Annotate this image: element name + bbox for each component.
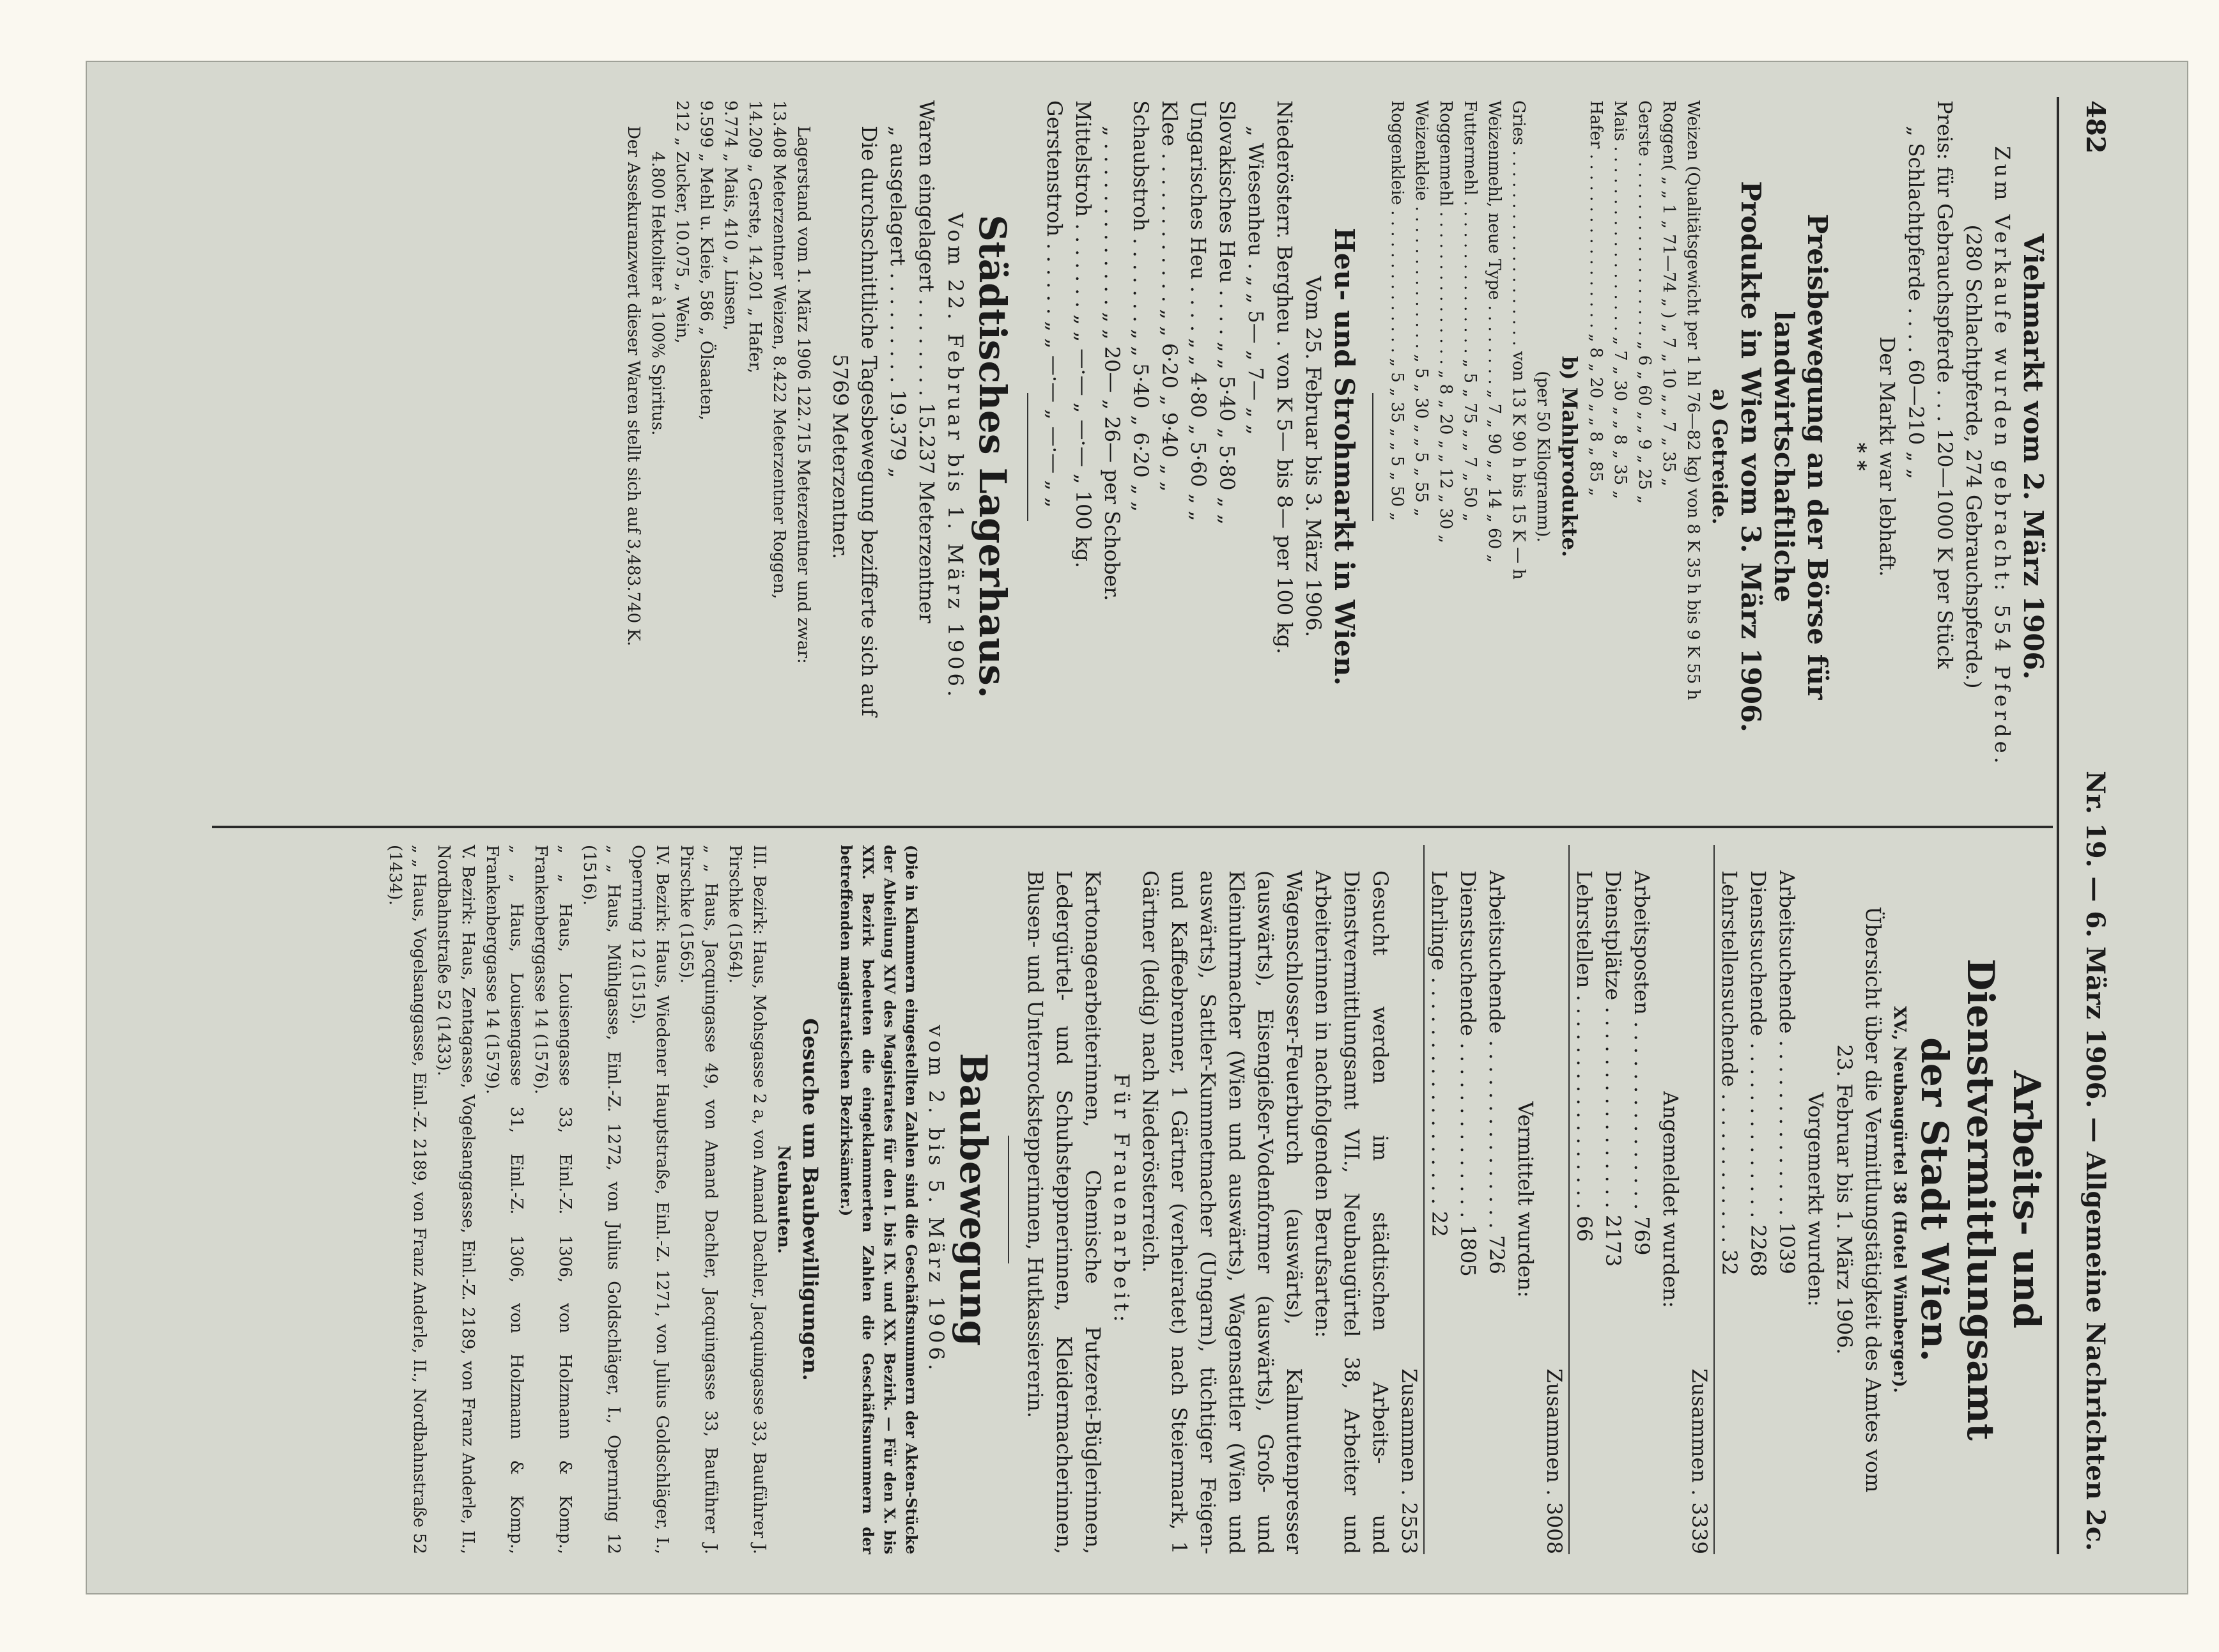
angemeldet-heading: Angemeldet wurden: — [1658, 1091, 1683, 1308]
stat-row: Lehrstellensuchende . . . . . . . . . . . . 32 — [1713, 845, 1744, 1554]
bau-entry: IV. Bezirk: Haus, Wiedener Hauptstraße, Einl.-Z. 1271, von Julius Goldschläger, I., Opernring 12 (1515). — [628, 845, 672, 1554]
heu-row: „ . . . . . . . . . . . . . „ „ 20— „ 26— per Schober. — [1100, 126, 1124, 601]
gesuche-heading: Gesuche um Baubewilligungen. — [798, 1018, 823, 1381]
amt-title: Arbeits- und Dienstvermittlungsamt — [1959, 958, 2048, 1441]
left-column — [621, 100, 2050, 813]
heu-row: Ungarisches Heu . . . . „ „ 4·80 „ 5·60 „ „ — [1186, 100, 1210, 521]
viehmarkt-price: „ Schlachtpferde . . . . 60—210 „ „ — [1904, 126, 1928, 479]
stat-total: Zusammen . 3339 — [1687, 1368, 1712, 1554]
viehmarkt-note: Der Markt war lebhaft. — [1875, 336, 1899, 577]
lager-row: Die durchschnittliche Tagesbewegung bezifferte sich auf — [857, 126, 881, 716]
stat-row: Lehrlinge . . . . . . . . . . . . . . . . . . 22 — [1423, 845, 1453, 1554]
stat-row: Dienstsuchende . . . . . . . . . . . . . . 1805 — [1456, 870, 1480, 1277]
price-row: Gerste . . . . . . . . . . . . . . . . . „ 6 „ 60 „ „ 9 „ 25 „ — [1635, 100, 1654, 504]
amt-title: der Stadt Wien. — [1913, 1037, 1956, 1362]
stat-row: Dienstplätze . . . . . . . . . . . . . . . . 2173 — [1601, 870, 1625, 1267]
lager-assekuranz: Der Assekuranzwert dieser Waren stellt sich auf 3,483.740 K. — [624, 126, 643, 647]
section-divider — [1372, 393, 1373, 521]
bau-entry: V. Bezirk: Haus, Zentagasse, Vogelsanggasse, Einl.-Z. 2189, von Franz Anderle, II., Nordbahnstraße 52 (1433). — [434, 845, 477, 1554]
bau-entry: „ „ Haus, Jacquingasse 49, von Amand Dachler, Jacquingasse 33, Bauführer J. Pirschke (1565). — [677, 845, 720, 1554]
price-row: Roggen( „ „ 1 „ 71—74 „ ) „ 7 „ 10 „ „ 7 „ 35 „ — [1659, 100, 1678, 487]
price-row: Weizenkleie . . . . . . . . . . . . . . „ 5 „ 30 „ „ 5 „ 55 „ — [1412, 100, 1431, 517]
stat-row: Lehrstellen . . . . . . . . . . . . . . . . . 66 — [1568, 845, 1598, 1554]
heu-row: Slovakisches Heu . . . . „ „ 5·40 „ 5·80 „ „ — [1215, 100, 1239, 525]
section-divider — [1027, 393, 1028, 521]
heu-row: Schaubstroh . . . . . . . „ „ 5·40 „ 6·20 „ „ — [1129, 100, 1153, 513]
bau-entry: „ „ Haus, Mühlgasse, Einl.-Z. 1272, von Julius Goldschläger, I., Opernring 12 (1516). — [580, 845, 623, 1554]
lager-row: Waren eingelagert . . . . . . . . 15.237 Meterzentner — [915, 100, 939, 624]
heu-row: Klee . . . . . . . . . . . . „ „ 6·20 „ 9·40 „ „ — [1157, 100, 1182, 492]
heu-row: Gerstenstroh . . . . . . „ „ —·— „ —·— „ „ — [1042, 100, 1067, 508]
issue-line: Nr. 19. — 6. März 1906. — Allgemeine Nachrichten 2c. — [2080, 771, 2110, 1551]
boerse-title: Produkte in Wien vom 3. März 1906. — [1735, 181, 1767, 732]
heu-title: Heu- und Strohmarkt in Wien. — [1329, 228, 1360, 686]
price-row: Futtermehl . . . . . . . . . . . . . . . „ 5 „ 75 „ „ 7 „ 50 „ — [1460, 100, 1480, 522]
getreide-heading: a) Getreide. — [1708, 389, 1732, 525]
lager-item: 13.408 Meterzentner Weizen, 8.422 Meterzentner Roggen, — [769, 100, 789, 599]
page-header — [2066, 100, 2110, 1551]
lager-row: 5769 Meterzentner. — [828, 353, 853, 560]
bau-entry: „ „ Haus, Louisengasse 33, Einl.-Z. 1306, von Holzmann & Komp., Frankenberggasse 14 (1576). — [531, 845, 575, 1554]
lager-row: „ ausgelagert . . . . . . . . . 19.379 „ — [886, 126, 910, 479]
viehmarkt-line: Zum Verkaufe wurden gebracht: 554 Pferde. — [1990, 146, 2014, 768]
viehmarkt-subline: (280 Schlachtpferde, 274 Gebrauchspferde.) — [1961, 224, 1986, 689]
mahlprodukte-note: (per 50 Kilogramm). — [1533, 371, 1552, 543]
price-row: Roggenmehl . . . . . . . . . . . . . . . „ 8 „ 20 „ „ 12 „ 30 „ — [1436, 100, 1455, 543]
bau-entry: „ „ Haus, Vogelsanggasse, Einl.-Z. 2189, von Franz Anderle, II., Nordbahnstraße 52 (1434). — [385, 845, 429, 1554]
gesucht-paragraph: Gesucht werden im städtischen Arbeits- und Dienstvermittlungsamt VII., Neubaugürtel 38, Arbeiter und Arbeiterinnen in nachfolgenden Berufsarten: — [1311, 870, 1393, 1554]
lager-item: 212 „ Zucker, 10.075 „ Wein, — [672, 100, 692, 344]
lager-item: 9.599 „ Mehl u. Kleie, 586 „ Ölsaaten, — [697, 100, 716, 421]
neubauten-heading: Neubauten. — [774, 1145, 793, 1254]
price-row: Mais . . . . . . . . . . . . . . . . . . „ 7 „ 30 „ „ 8 „ 35 „ — [1611, 100, 1630, 500]
boerse-title: Preisbewegung an der Börse für landwirtschaftliche — [1768, 213, 1833, 700]
price-row: Roggenkleie . . . . . . . . . . . . . . „ 5 „ 35 „ „ 5 „ 50 „ — [1388, 100, 1407, 521]
stat-row: Arbeitsuchende . . . . . . . . . . . . . . . 726 — [1485, 870, 1509, 1274]
viehmarkt-title: Viehmarkt vom 2. März 1906. — [2018, 233, 2049, 680]
bau-entry: „ „ Haus, Louisengasse 31, Einl.-Z. 1306, von Holzmann & Komp., Frankenberggasse 14 (1579). — [483, 845, 526, 1554]
mahlprodukte-heading: b) Mahlprodukte. — [1558, 356, 1582, 557]
lager-item: 9.774 „ Mais, 410 „ Linsen, — [721, 100, 740, 331]
stat-total: Zusammen . 2553 — [1397, 1368, 1421, 1554]
heu-subtitle: Vom 25. Februar bis 3. März 1906. — [1301, 275, 1326, 638]
amt-address: XV., Neubaugürtel 38 (Hotel Wimberger). — [1890, 1006, 1909, 1393]
price-row: Hafer . . . . . . . . . . . . . . . . . „ 8 „ 20 „ „ 8 „ 85 „ — [1586, 100, 1605, 497]
baubewegung-note: (Die in Klammern eingestellten Zahlen sind die Geschäftsnummern der Akten-Stücke der Abteilung XIV des Magistrates für den I. bis IX. und XX. Bezirk. — Für den X. bis XIX. Bezirk bedeuten die eingeklammerten Zahlen die Geschäftsnummern der betreffenden magistratischen Bezirksämter.) — [837, 845, 920, 1554]
stat-row: Dienstsuchende . . . . . . . . . . . . . . 2268 — [1746, 870, 1770, 1277]
bau-entry: III. Bezirk: Haus, Mohsgasse 2 a, von Amand Dachler, Jacquingasse 33, Bauführer J. Pirschke (1564). — [725, 845, 769, 1554]
frauenarbeit-heading: Für Frauenarbeit: — [1110, 1073, 1134, 1326]
price-row: Gries . . . . . . . . . . . . . . . . . . . von 13 K 90 h bis 15 K — h — [1509, 100, 1528, 580]
lagerhaus-title: Städtisches Lagerhaus. — [971, 215, 1014, 699]
viehmarkt-price: Preis: für Gebrauchspferde . . . 120—1000 K per Stück — [1933, 100, 1957, 669]
header-rule — [2057, 97, 2059, 1554]
heu-row: „ Wiesenheu . „ „ 5— „ 7— „ „ — [1244, 126, 1268, 435]
lager-stand: Lagerstand vom 1. März 1906 122.715 Meterzentner und zwar: — [794, 126, 813, 664]
amt-uebersicht: 23. Februar bis 1. März 1906. — [1832, 1044, 1857, 1355]
frauenarbeit-paragraph: Kartonagearbeiterinnen, Chemische Putzerei-Büglerinnen, Ledergürtel- und Schuhsteppnerinnen, Kleidermacherinnen, Blusen- und Unterrockstepperinnen, Hutkassiererin. — [1023, 870, 1105, 1554]
column-rule — [212, 826, 2053, 828]
vermittelt-heading: Vermittelt wurden: — [1513, 1101, 1538, 1298]
berufe-paragraph: Wagenschlosser-Feuerburch (auswärts), Kalmuttenpresser (auswärts), Eisengießer-Vodenformer (auswärts), Groß- und Kleinuhrmacher (Wien und auswärts), Wagensattler (Wien und auswärts), Sattler-Kummetmacher (Ungarn), tüchtiger Feigen- und Kaffeebrenner, 1 Gärtner (verheiratet) nach Steiermark, 1 Gärtner (ledig) nach Niederösterreich. — [1138, 870, 1306, 1554]
baubewegung-title: Baubewegung — [952, 1053, 995, 1347]
lagerhaus-subtitle: Vom 22. Februar bis 1. März 1906. — [943, 212, 968, 701]
stat-row: Arbeitsuchende . . . . . . . . . . . . . . 1039 — [1775, 870, 1799, 1274]
baubewegung-subtitle: vom 2. bis 5. März 1906. — [924, 1024, 948, 1375]
price-row: Weizen (Qualitätsgewicht per 1 hl 76—82 kg) von 8 K 35 h bis 9 K 55 h — [1683, 100, 1703, 700]
page-number: 482 — [2080, 100, 2110, 154]
stat-total: Zusammen . 3008 — [1542, 1368, 1566, 1554]
amt-uebersicht: Übersicht über die Vermittlungstätigkeit des Amtes vom — [1861, 906, 1885, 1493]
newspaper-page — [86, 61, 2188, 1594]
ornament-stars: * * — [1846, 442, 1871, 471]
vorgemerkt-heading: Vorgemerkt wurden: — [1804, 1092, 1828, 1307]
price-row: Weizenmehl, neue Type . . . . . . . . „ 7 „ 90 „ „ 14 „ 60 „ — [1485, 100, 1504, 563]
right-column — [383, 845, 2050, 1554]
lager-item: 14.209 „ Gerste, 14.201 „ Hafer, — [745, 100, 764, 374]
stat-row: Arbeitsposten . . . . . . . . . . . . . . . 769 — [1630, 870, 1654, 1256]
heu-row: Mittelstroh . . . . . . . „ „ —·— „ —·— „ 100 kg. — [1071, 100, 1095, 568]
heu-row: Niederösterr. Bergheu . von K 5— bis 8— per 100 kg. — [1272, 100, 1297, 654]
section-divider — [1008, 1136, 1009, 1263]
lager-item: 4.800 Hektoliter à 100% Spiritus. — [648, 151, 667, 436]
